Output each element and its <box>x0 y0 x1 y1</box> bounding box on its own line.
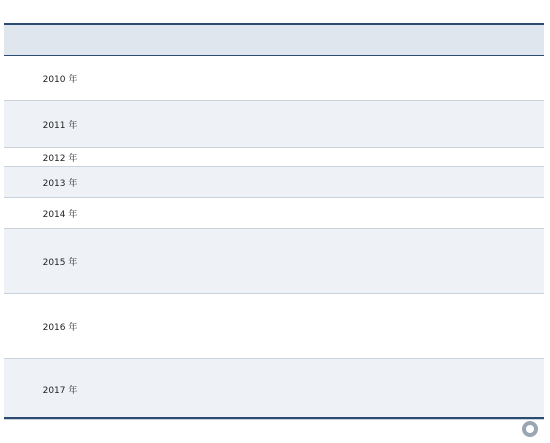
row-policy <box>116 229 544 293</box>
header-policy <box>116 25 544 55</box>
row-policy <box>116 167 544 197</box>
row-year: 2017 年 <box>42 385 78 396</box>
table-row <box>4 198 544 229</box>
table-row <box>4 229 544 294</box>
source-note <box>4 420 304 434</box>
row-policy <box>116 198 544 228</box>
row-year: 2015 年 <box>42 257 78 268</box>
row-year: 2012 年 <box>42 153 78 164</box>
table-title <box>4 5 544 21</box>
row-year: 2013 年 <box>42 178 78 189</box>
header-year <box>4 25 116 55</box>
row-policy <box>116 359 544 419</box>
row-policy <box>116 148 544 166</box>
row-year: 2011 年 <box>42 120 78 131</box>
watermark <box>522 420 542 438</box>
row-year: 2016 年 <box>42 322 78 333</box>
table-bottom-rule <box>4 417 544 419</box>
row-year: 2010 年 <box>42 74 78 85</box>
table-row <box>4 359 544 420</box>
table-row <box>4 167 544 198</box>
row-policy <box>116 101 544 147</box>
table-row <box>4 101 544 148</box>
table-row <box>4 56 544 101</box>
table-header <box>4 23 544 56</box>
table-row <box>4 148 544 167</box>
table-row <box>4 294 544 359</box>
wechat-logo-icon <box>522 421 538 437</box>
row-policy <box>116 56 544 100</box>
row-year: 2014 年 <box>42 209 78 220</box>
policy-table <box>4 23 544 420</box>
row-policy <box>116 294 544 358</box>
